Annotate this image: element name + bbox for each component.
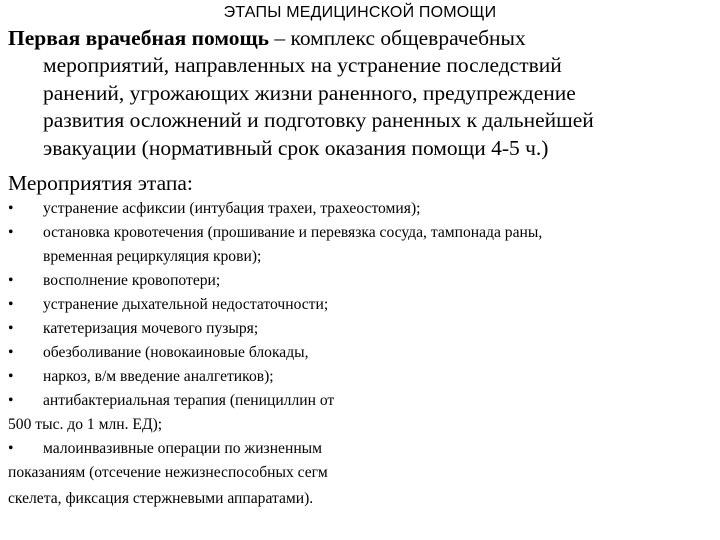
intro-line-4: развития осложнений и подготовку раненных к дальнейшей <box>43 108 594 133</box>
bullet-marker: • <box>8 296 14 313</box>
list-item-text: восполнение кровопотери; <box>43 272 221 289</box>
list-item-text: обезболивание (новокаиновые блокады, <box>43 344 309 361</box>
list-wrap-line: 500 тыс. до 1 млн. ЕД); <box>8 416 163 433</box>
bullet-marker: • <box>8 320 14 337</box>
list-item-text: остановка кровотечения (прошивание и перевязка сосуда, тампонада раны, <box>43 224 543 241</box>
measures-list <box>8 197 713 511</box>
measures-heading: Мероприятия этапа: <box>8 171 193 195</box>
list-item <box>8 389 713 413</box>
list-wrap-line: скелета, фиксация стержневыми аппаратами). <box>8 490 314 507</box>
list-item <box>8 437 713 461</box>
list-item <box>8 365 713 389</box>
list-item-text: антибактериальная терапия (пенициллин от <box>43 392 335 409</box>
intro-paragraph <box>8 25 708 162</box>
intro-first-line-rest: – комплекс общеврачебных <box>268 26 526 50</box>
intro-line-2: мероприятий, направленных на устранение последствий <box>43 53 562 78</box>
list-item-text: малоинвазивные операции по жизненным <box>43 440 323 457</box>
bullet-marker: • <box>8 224 14 241</box>
intro-term: Первая врачебная помощь <box>8 26 269 50</box>
list-item <box>8 269 713 293</box>
intro-line-1 <box>8 25 708 52</box>
list-item <box>8 221 713 269</box>
intro-line-5: эвакуации (нормативный срок оказания помощи 4-5 ч.) <box>43 135 549 160</box>
bullet-marker: • <box>8 440 14 457</box>
list-item <box>8 197 713 221</box>
list-item <box>8 341 713 365</box>
list-item-text-continued: временная рециркуляция крови); <box>43 248 262 265</box>
bullet-marker: • <box>8 272 14 289</box>
bullet-marker: • <box>8 200 14 217</box>
list-item <box>8 317 713 341</box>
slide-title: ЭТАПЫ МЕДИЦИНСКОЙ ПОМОЩИ <box>223 4 497 21</box>
list-item-text: катетеризация мочевого пузыря; <box>43 320 259 337</box>
bullet-marker: • <box>8 392 14 409</box>
bullet-marker: • <box>8 344 14 361</box>
list-item-text: наркоз, в/м введение аналгетиков); <box>43 368 274 385</box>
list-item <box>8 293 713 317</box>
bullet-marker: • <box>8 368 14 385</box>
intro-line-3: ранений, угрожающих жизни раненного, предупреждение <box>43 80 576 105</box>
list-item-text: устранение асфиксии (интубация трахеи, трахеостомия); <box>43 200 421 217</box>
list-wrap-line: показаниям (отсечение нежизнеспособных сегм <box>8 464 328 481</box>
list-item-text: устранение дыхательной недостаточности; <box>43 296 329 313</box>
